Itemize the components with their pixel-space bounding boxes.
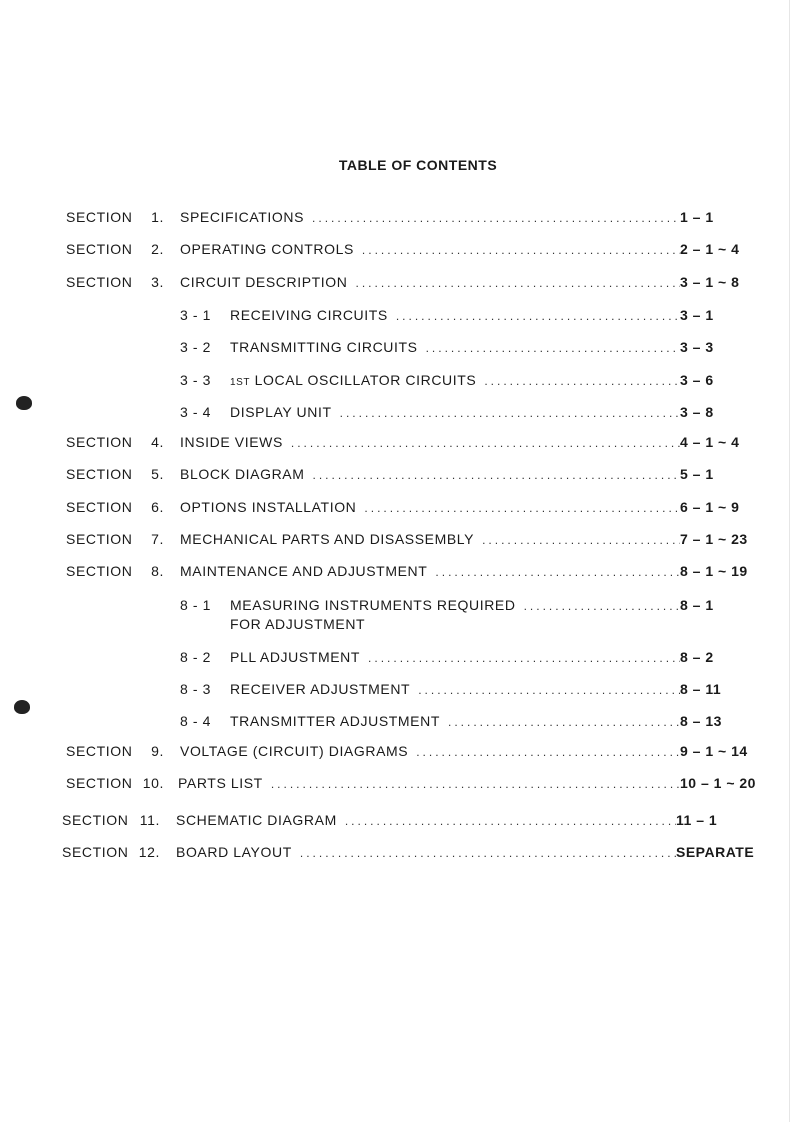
section-number: 2.	[151, 241, 164, 257]
page-reference: 4 – 1 ~ 4	[680, 434, 740, 450]
subsection-number: 8 - 4	[180, 713, 212, 729]
toc-row[interactable]	[0, 274, 796, 294]
section-number: 11.	[139, 812, 160, 828]
leader-dots	[426, 341, 680, 355]
page-reference: 9 – 1 ~ 14	[680, 743, 748, 759]
toc-entry	[180, 209, 680, 225]
toc-entry	[180, 713, 680, 729]
section-number: 10.	[142, 775, 164, 791]
toc-entry	[180, 404, 680, 420]
entry-title: DISPLAY UNIT	[230, 404, 332, 420]
toc-subrow[interactable]	[0, 597, 796, 617]
page-reference: 3 – 8	[680, 404, 714, 420]
section-label: SECTION	[66, 209, 133, 225]
toc-entry	[180, 531, 680, 547]
entry-title: MAINTENANCE AND ADJUSTMENT	[180, 563, 428, 579]
toc-subrow[interactable]	[0, 713, 796, 733]
toc-entry	[180, 274, 680, 290]
toc-entry	[180, 649, 680, 665]
section-number: 6.	[151, 499, 164, 515]
toc-subrow[interactable]	[0, 404, 796, 424]
toc-subrow[interactable]	[0, 339, 796, 359]
leader-dots	[340, 406, 680, 420]
leader-dots	[364, 501, 680, 515]
leader-dots	[300, 846, 676, 860]
entry-title: SCHEMATIC DIAGRAM	[176, 812, 337, 828]
entry-title: MEASURING INSTRUMENTS REQUIRED	[230, 597, 516, 613]
leader-dots	[416, 745, 680, 759]
subsection-number: 3 - 1	[180, 307, 212, 323]
toc-entry	[180, 339, 680, 355]
page-reference: 6 – 1 ~ 9	[680, 499, 740, 515]
toc-entry	[180, 499, 680, 515]
section-label: SECTION	[62, 844, 129, 860]
subsection-number: 3 - 2	[180, 339, 212, 355]
page-reference: 3 – 1	[680, 307, 714, 323]
toc-entry	[176, 844, 676, 860]
toc-row[interactable]	[0, 209, 796, 229]
subsection-number: 3 - 4	[180, 404, 212, 420]
toc-entry	[178, 775, 680, 791]
section-label: SECTION	[66, 274, 133, 290]
toc-entry	[180, 466, 680, 482]
leader-dots	[312, 211, 680, 225]
entry-title: MECHANICAL PARTS AND DISASSEMBLY	[180, 531, 475, 547]
entry-title-continuation: FOR ADJUSTMENT	[230, 616, 366, 632]
toc-entry	[180, 241, 680, 257]
entry-title: TRANSMITTER ADJUSTMENT	[230, 713, 440, 729]
page-reference: 8 – 1	[680, 597, 714, 613]
section-label: SECTION	[66, 563, 133, 579]
subsection-number: 8 - 3	[180, 681, 212, 697]
page-reference: 11 – 1	[676, 812, 718, 828]
toc-entry	[180, 597, 680, 613]
page-reference: 8 – 2	[680, 649, 714, 665]
entry-title: PARTS LIST	[178, 775, 263, 791]
toc-entry	[180, 681, 680, 697]
section-number: 12.	[138, 844, 160, 860]
section-number: 7.	[151, 531, 164, 547]
page-reference: 8 – 1 ~ 19	[680, 563, 748, 579]
toc-entry	[180, 307, 680, 323]
leader-dots	[362, 243, 680, 257]
toc-row[interactable]	[0, 499, 796, 519]
section-number: 1.	[151, 209, 164, 225]
toc-subrow[interactable]	[0, 307, 796, 327]
toc-row[interactable]	[0, 563, 796, 583]
page-reference: 8 – 13	[680, 713, 722, 729]
entry-title: OPERATING CONTROLS	[180, 241, 354, 257]
entry-title	[230, 372, 484, 388]
leader-dots	[435, 565, 680, 579]
entry-title: TRANSMITTING CIRCUITS	[230, 339, 418, 355]
entry-title: RECEIVER ADJUSTMENT	[230, 681, 411, 697]
page-title: TABLE OF CONTENTS	[338, 157, 498, 173]
entry-title: OPTIONS INSTALLATION	[180, 499, 357, 515]
section-label: SECTION	[66, 499, 133, 515]
toc-subrow[interactable]	[0, 681, 796, 701]
leader-dots	[482, 533, 680, 547]
entry-title: PLL ADJUSTMENT	[230, 649, 361, 665]
page-reference: 3 – 6	[680, 372, 714, 388]
section-label: SECTION	[62, 812, 129, 828]
section-label: SECTION	[66, 743, 133, 759]
toc-row[interactable]	[0, 812, 792, 832]
subsection-number: 3 - 3	[180, 372, 212, 388]
page-reference: 5 – 1	[680, 466, 714, 482]
subsection-number: 8 - 2	[180, 649, 212, 665]
entry-title: BLOCK DIAGRAM	[180, 466, 305, 482]
toc-row[interactable]	[0, 531, 796, 551]
page-reference: 10 – 1 ~ 20	[680, 775, 756, 791]
toc-subrow[interactable]	[0, 649, 796, 669]
ordinal-prefix: 1ST	[230, 377, 251, 388]
subsection-number: 8 - 1	[180, 597, 212, 613]
section-label: SECTION	[66, 241, 133, 257]
toc-row[interactable]	[0, 241, 796, 261]
leader-dots	[368, 651, 680, 665]
entry-title: BOARD LAYOUT	[176, 844, 292, 860]
toc-row[interactable]	[0, 434, 796, 454]
leader-dots	[345, 814, 676, 828]
toc-entry	[180, 372, 680, 388]
leader-dots	[313, 468, 681, 482]
section-number: 8.	[151, 563, 164, 579]
section-number: 3.	[151, 274, 164, 290]
section-label: SECTION	[66, 434, 133, 450]
toc-row[interactable]	[0, 775, 796, 795]
entry-title: RECEIVING CIRCUITS	[230, 307, 388, 323]
entry-title: VOLTAGE (CIRCUIT) DIAGRAMS	[180, 743, 409, 759]
toc-entry	[180, 434, 680, 450]
section-number: 4.	[151, 434, 164, 450]
leader-dots	[356, 276, 681, 290]
section-label: SECTION	[66, 775, 133, 791]
leader-dots	[396, 309, 680, 323]
page-reference: 1 – 1	[680, 209, 714, 225]
toc-row[interactable]	[0, 844, 792, 864]
entry-title: SPECIFICATIONS	[180, 209, 305, 225]
page-reference: 3 – 1 ~ 8	[680, 274, 740, 290]
section-number: 9.	[151, 743, 164, 759]
section-label: SECTION	[66, 531, 133, 547]
leader-dots	[271, 777, 680, 791]
page-reference: 8 – 11	[680, 681, 722, 697]
page-reference: 2 – 1 ~ 4	[680, 241, 740, 257]
entry-title-text: LOCAL OSCILLATOR CIRCUITS	[254, 372, 477, 388]
section-label: SECTION	[66, 466, 133, 482]
leader-dots	[448, 715, 680, 729]
toc-entry	[176, 812, 676, 828]
section-number: 5.	[151, 466, 164, 482]
page-reference: 3 – 3	[680, 339, 714, 355]
leader-dots	[291, 436, 680, 450]
leader-dots	[524, 599, 680, 613]
toc-entry	[180, 563, 680, 579]
entry-title: INSIDE VIEWS	[180, 434, 283, 450]
toc-row[interactable]	[0, 743, 796, 763]
entry-title: CIRCUIT DESCRIPTION	[180, 274, 348, 290]
page-reference: 7 – 1 ~ 23	[680, 531, 748, 547]
toc-entry	[180, 743, 680, 759]
leader-dots	[484, 374, 680, 388]
page-reference: SEPARATE	[676, 844, 755, 860]
toc-subrow[interactable]	[0, 372, 796, 392]
leader-dots	[418, 683, 680, 697]
toc-row[interactable]	[0, 466, 796, 486]
